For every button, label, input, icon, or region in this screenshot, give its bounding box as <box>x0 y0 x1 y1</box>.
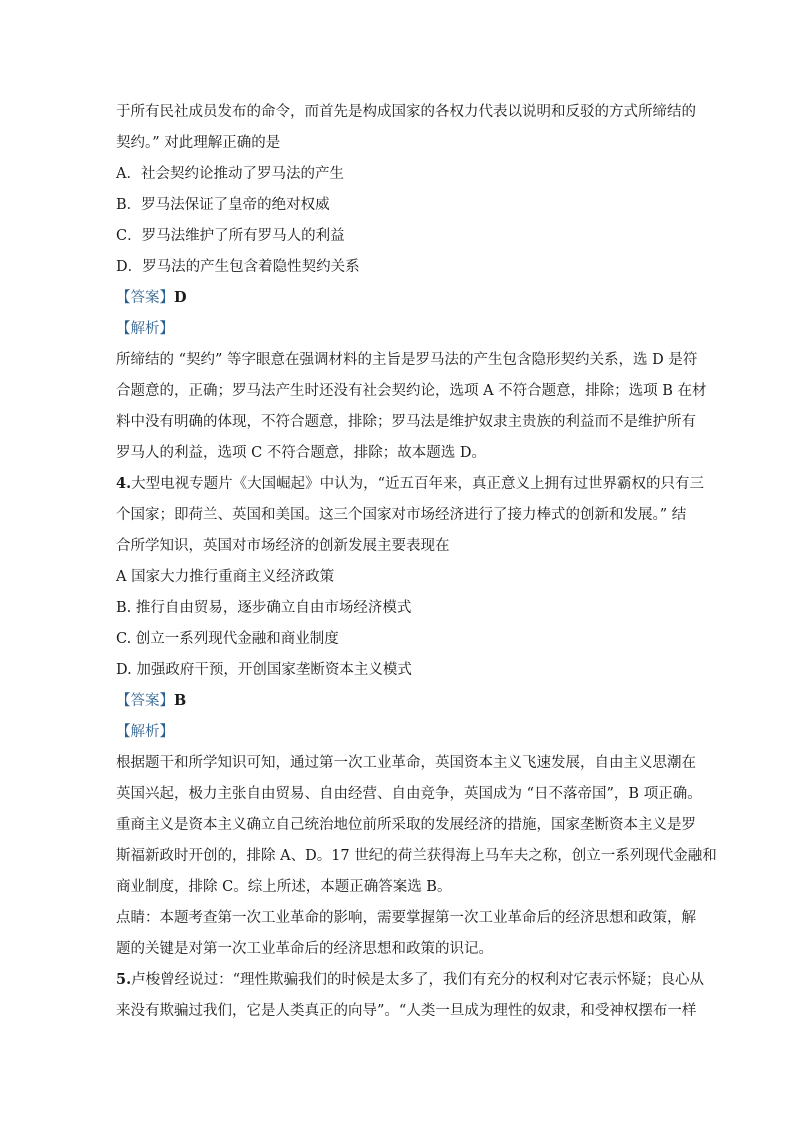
text-line: 斯福新政时开创的，排除 A、D。17 世纪的荷兰获得海上马车夫之称，创立一系列现代金融和 <box>116 848 717 864</box>
text-line: 商业制度，排除 C。综上所述，本题正确答案选 B。 <box>116 879 452 895</box>
text-line: 重商主义是资本主义确立自己统治地位前所采取的发展经济的措施，国家垄断资本主义是罗 <box>116 817 696 833</box>
question-number: 4. <box>116 475 132 492</box>
question-number: 5. <box>116 971 132 988</box>
option-a: A．社会契约论推动了罗马法的产生 <box>116 166 344 182</box>
text-line: 料中没有明确的体现，不符合题意，排除；罗马法是维护奴隶主贵族的利益而不是维护所有 <box>116 414 696 430</box>
text-line: 合题意的，正确；罗马法产生时还没有社会契约论，选项 A 不符合题意，排除；选项 B 在材 <box>116 383 707 399</box>
question-stem <box>116 970 705 990</box>
answer-tag: 【答案】 <box>116 693 174 709</box>
option-c: C. 创立一系列现代金融和商业制度 <box>116 631 339 647</box>
analysis-tag: 【解析】 <box>116 321 174 337</box>
option-b: B. 推行自由贸易，逐步确立自由市场经济模式 <box>116 600 412 616</box>
text-line: 契约。” 对此理解正确的是 <box>116 135 281 151</box>
text-line: 罗马人的利益，选项 C 不符合题意，排除；故本题选 D。 <box>116 445 487 461</box>
text-line: 英国兴起，极力主张自由贸易、自由经营、自由竞争，英国成为 “日不落帝国”，B 项正确。 <box>116 786 702 802</box>
text-line: 合所学知识，英国对市场经济的创新发展主要表现在 <box>116 538 450 554</box>
option-d: D. 加强政府干预，开创国家垄断资本主义模式 <box>116 662 412 678</box>
text-line: 所缔结的 “契约” 等字眼意在强调材料的主旨是罗马法的产生包含隐形契约关系，选 D 是符 <box>116 352 698 368</box>
text-line: 点睛：本题考查第一次工业革命的影响，需要掌握第一次工业革命后的经济思想和政策，解 <box>116 910 696 926</box>
answer-value: B <box>174 692 187 709</box>
option-b: B．罗马法保证了皇帝的绝对权威 <box>116 197 330 213</box>
question-text: 卢梭曾经说过：“理性欺骗我们的时候是太多了，我们有充分的权利对它表示怀疑；良心从 <box>131 972 705 988</box>
analysis-tag: 【解析】 <box>116 724 174 740</box>
question-stem <box>116 474 705 494</box>
option-d: D．罗马法的产生包含着隐性契约关系 <box>116 259 360 275</box>
answer-value: D <box>174 289 187 306</box>
option-c: C．罗马法维护了所有罗马人的利益 <box>116 228 345 244</box>
answer-line <box>116 288 187 308</box>
text-line: 来没有欺骗过我们，它是人类真正的向导”。“人类一旦成为理性的奴隶，和受神权摆布一样 <box>116 1003 697 1019</box>
answer-line <box>116 691 186 711</box>
option-a: A 国家大力推行重商主义经济政策 <box>116 569 335 585</box>
text-line: 题的关键是对第一次工业革命后的经济思想和政策的识记。 <box>116 941 493 957</box>
question-text: 大型电视专题片《大国崛起》中认为，“近五百年来，真正意义上拥有过世界霸权的只有三 <box>131 476 705 492</box>
text-line: 根据题干和所学知识可知，通过第一次工业革命，英国资本主义飞速发展，自由主义思潮在 <box>116 755 696 771</box>
text-line: 个国家；即荷兰、英国和美国。这三个国家对市场经济进行了接力棒式的创新和发展。” 结 <box>116 507 687 523</box>
text-line: 于所有民社成员发布的命令，而首先是构成国家的各权力代表以说明和反驳的方式所缔结的 <box>116 104 696 120</box>
answer-tag: 【答案】 <box>116 290 174 306</box>
